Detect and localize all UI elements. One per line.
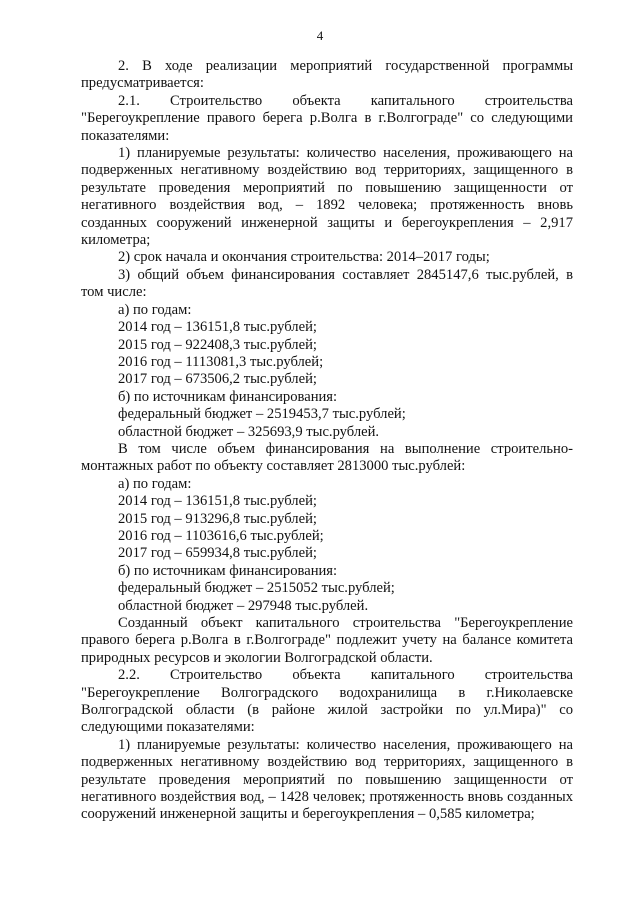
paragraph: 1) планируемые результаты: количество населения, проживающего на подверженных негативному воздействию вод территориях, защищенного в результате проведения мероприятий по повышению защищенности от негативного воздействия вод, – 1892 человека; протяженность вновь созданных сооружений инженерной защиты и берегоукрепления – 2,917 километра;	[81, 145, 573, 249]
list-line: 2016 год – 1113081,3 тыс.рублей;	[118, 353, 324, 370]
list-line: а) по годам:	[118, 301, 192, 318]
paragraph: 1) планируемые результаты: количество населения, проживающего на подверженных негативному воздействию вод территориях, защищенного в результате проведения мероприятий по повышению защищенности от негативного воздействия вод, – 1428 человек; протяженность вновь созданных сооружений инженерной защиты и берегоукрепления – 0,585 километра;	[81, 736, 573, 823]
document-body	[81, 58, 573, 824]
list-line: б) по источникам финансирования:	[118, 388, 338, 405]
list-line: 2014 год – 136151,8 тыс.рублей;	[118, 319, 317, 336]
list-line: 2016 год – 1103616,6 тыс.рублей;	[118, 527, 324, 544]
paragraph: В том числе объем финансирования на выполнение строительно-монтажных работ по объекту составляет 2813000 тыс.рублей:	[81, 440, 573, 475]
paragraph: 3) общий объем финансирования составляет 2845147,6 тыс.рублей, в том числе:	[81, 266, 573, 301]
list-line: 2017 год – 659934,8 тыс.рублей;	[118, 545, 317, 562]
list-line: федеральный бюджет – 2515052 тыс.рублей;	[118, 580, 395, 597]
list-line: а) по годам:	[118, 475, 192, 492]
list-line: 2014 год – 136151,8 тыс.рублей;	[118, 493, 317, 510]
list-line: 2) срок начала и окончания строительства: 2014–2017 годы;	[118, 249, 490, 266]
paragraph: 2.1. Строительство объекта капитального строительства "Берегоукрепление правого берега р.Волга в г.Волгограде" со следующими показателями:	[81, 92, 573, 144]
list-line: б) по источникам финансирования:	[118, 562, 338, 579]
list-line: 2015 год – 922408,3 тыс.рублей;	[118, 336, 317, 353]
list-line: 2017 год – 673506,2 тыс.рублей;	[118, 371, 317, 388]
paragraph: 2. В ходе реализации мероприятий государственной программы предусматривается:	[81, 58, 573, 92]
list-line: 2015 год – 913296,8 тыс.рублей;	[118, 510, 317, 527]
list-line: областной бюджет – 297948 тыс.рублей.	[118, 597, 369, 614]
list-line: областной бюджет – 325693,9 тыс.рублей.	[118, 423, 380, 440]
paragraph: 2.2. Строительство объекта капитального строительства "Берегоукрепление Волгоградского водохранилища в г.Николаевске Волгоградской области (в районе жилой застройки по ул.Мира)" со следующими показателями:	[81, 667, 573, 736]
list-line: федеральный бюджет – 2519453,7 тыс.рублей;	[118, 406, 406, 423]
page-number: 4	[316, 28, 324, 43]
paragraph: Созданный объект капитального строительства "Берегоукрепление правого берега р.Волга в г.Волгограде" подлежит учету на балансе комитета природных ресурсов и экологии Волгоградской области.	[81, 615, 573, 666]
